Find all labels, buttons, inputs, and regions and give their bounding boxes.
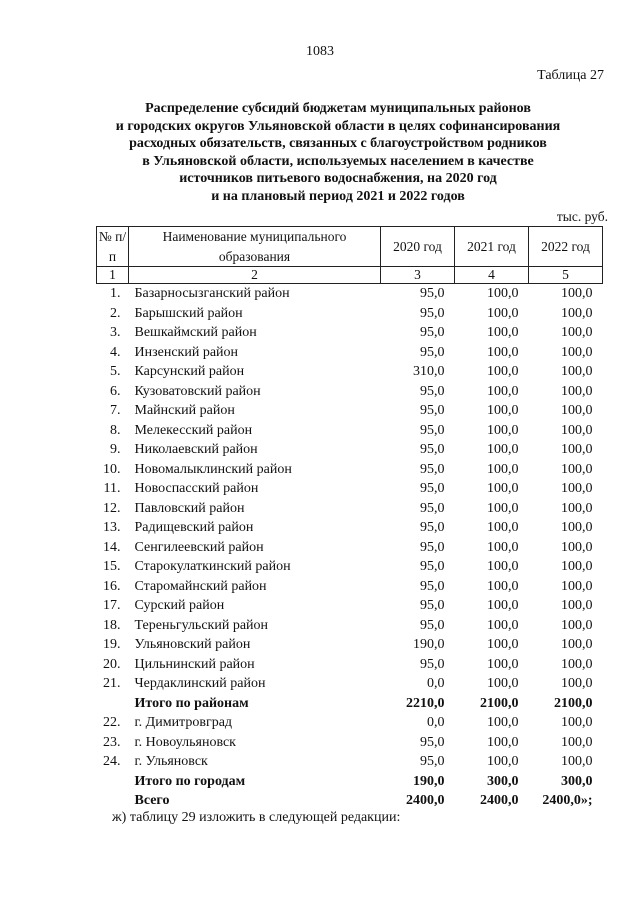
row-value-2022: 100,0	[561, 481, 593, 496]
row-name: Всего	[134, 793, 170, 808]
row-name: Чердаклинский район	[134, 676, 266, 691]
units-label: тыс. руб.	[556, 209, 608, 224]
row-number: 7.	[110, 403, 121, 418]
table-row	[97, 401, 603, 421]
table-row	[97, 518, 603, 538]
row-name: г. Новоульяновск	[134, 734, 236, 750]
row-number: 20.	[103, 656, 121, 672]
row-name: Цильнинский район	[134, 656, 255, 672]
row-value-2021: 100,0	[487, 578, 519, 594]
row-name: Базарносызганский район	[134, 286, 290, 301]
row-number: 8.	[110, 422, 121, 438]
row-value-2021: 100,0	[487, 286, 519, 301]
row-value-2020: 95,0	[420, 325, 445, 340]
table-row	[97, 304, 603, 324]
row-value-2022: 100,0	[561, 676, 593, 691]
row-name: Итого по районам	[134, 695, 249, 711]
row-name: Николаевский район	[134, 442, 258, 457]
table-row	[97, 655, 603, 675]
row-number: 16.	[103, 578, 121, 594]
header-index: 2	[129, 267, 381, 284]
row-value-2022: 100,0	[561, 520, 593, 535]
row-value-2022: 100,0	[561, 286, 593, 301]
row-value-2022: 100,0	[561, 559, 593, 574]
title-line: и городских округов Ульяновской области в целях софинансирования	[115, 118, 561, 134]
row-number: 14.	[103, 539, 121, 555]
title-line: источников питьевого водоснабжения, на 2020 год	[179, 171, 497, 186]
row-number: 22.	[103, 715, 121, 730]
row-value-2020: 95,0	[420, 461, 445, 477]
row-value-2021: 100,0	[487, 500, 519, 516]
row-name: Радищевский район	[134, 520, 254, 535]
table-row	[97, 557, 603, 577]
row-name: Новоспасский район	[134, 481, 259, 496]
row-value-2022: 100,0	[561, 403, 593, 418]
table-row	[97, 616, 603, 636]
row-value-2020: 95,0	[420, 286, 445, 301]
row-value-2020: 95,0	[420, 734, 445, 750]
row-number: 13.	[103, 520, 121, 535]
row-value-2020: 2400,0	[406, 793, 445, 808]
row-number: 18.	[103, 617, 121, 633]
row-value-2021: 300,0	[487, 773, 519, 789]
row-number: 24.	[103, 754, 121, 769]
row-name: Старокулаткинский район	[134, 559, 291, 574]
row-number: 3.	[110, 325, 121, 340]
row-value-2022: 300,0	[561, 773, 593, 789]
table-total-row	[97, 791, 603, 811]
row-value-2020: 95,0	[420, 383, 445, 399]
row-number: 9.	[110, 442, 121, 457]
header-name: Наименование муниципального образования	[129, 227, 381, 267]
table-body	[97, 284, 603, 811]
row-name: Сенгилеевский район	[134, 539, 264, 555]
row-name: Вешкаймский район	[134, 325, 257, 340]
row-value-2022: 100,0	[561, 617, 593, 633]
row-value-2021: 100,0	[487, 344, 519, 360]
footer-note: ж) таблицу 29 изложить в следующей редакции:	[112, 810, 401, 825]
row-value-2022: 100,0	[561, 656, 593, 672]
row-value-2021: 100,0	[487, 305, 519, 321]
row-value-2021: 100,0	[487, 715, 519, 730]
row-value-2022: 100,0	[561, 364, 593, 379]
header-index: 5	[529, 267, 603, 284]
row-name: г. Ульяновск	[134, 754, 208, 769]
table-row	[97, 538, 603, 558]
table-row	[97, 440, 603, 460]
row-value-2021: 100,0	[487, 442, 519, 457]
row-value-2022: 100,0	[561, 305, 593, 321]
row-value-2020: 95,0	[420, 481, 445, 496]
header-index: 4	[455, 267, 529, 284]
table-row	[97, 674, 603, 694]
row-value-2022: 100,0	[561, 754, 593, 769]
row-value-2022: 100,0	[561, 715, 593, 730]
row-number: 2.	[110, 305, 121, 321]
table-row	[97, 343, 603, 363]
row-value-2020: 310,0	[413, 364, 445, 379]
table-total-row	[97, 694, 603, 714]
row-value-2021: 100,0	[487, 656, 519, 672]
row-value-2021: 100,0	[487, 754, 519, 769]
table-row	[97, 323, 603, 343]
row-value-2022: 100,0	[561, 734, 593, 750]
row-name: Инзенский район	[134, 344, 239, 360]
table-row	[97, 499, 603, 519]
header-2021: 2021 год	[455, 227, 529, 267]
row-value-2021: 100,0	[487, 676, 519, 691]
row-value-2022: 100,0	[561, 344, 593, 360]
row-value-2021: 100,0	[487, 539, 519, 555]
row-value-2021: 100,0	[487, 637, 519, 652]
row-name: Майнский район	[134, 403, 235, 418]
row-value-2020: 95,0	[420, 442, 445, 457]
row-value-2020: 95,0	[420, 656, 445, 672]
row-value-2021: 100,0	[487, 325, 519, 340]
table-row	[97, 733, 603, 753]
row-value-2020: 95,0	[420, 539, 445, 555]
subsidies-table	[96, 226, 603, 811]
row-number: 1.	[110, 286, 121, 301]
row-value-2021: 100,0	[487, 559, 519, 574]
row-name: Тереньгульский район	[134, 617, 269, 633]
title-line: расходных обязательств, связанных с благоустройством родников	[129, 136, 547, 151]
table-row	[97, 596, 603, 616]
table-row	[97, 362, 603, 382]
row-number: 11.	[103, 481, 121, 496]
row-name: Павловский район	[134, 500, 245, 516]
row-name: Мелекесский район	[134, 422, 253, 438]
row-value-2020: 95,0	[420, 578, 445, 594]
table-row	[97, 421, 603, 441]
row-value-2020: 0,0	[427, 715, 445, 730]
table-row	[97, 577, 603, 597]
row-value-2020: 95,0	[420, 520, 445, 535]
table-row	[97, 752, 603, 772]
row-value-2022: 100,0	[561, 422, 593, 438]
row-number: 19.	[103, 637, 121, 652]
table-total-row	[97, 772, 603, 792]
row-value-2020: 190,0	[413, 637, 445, 652]
row-number: 17.	[103, 598, 121, 613]
row-value-2021: 100,0	[487, 403, 519, 418]
row-value-2020: 95,0	[420, 617, 445, 633]
row-value-2022: 100,0	[561, 325, 593, 340]
header-index: 1	[97, 267, 129, 284]
row-value-2021: 2100,0	[480, 695, 519, 711]
row-value-2020: 95,0	[420, 422, 445, 438]
row-value-2022: 100,0	[561, 578, 593, 594]
row-value-2022: 100,0	[561, 383, 593, 399]
row-number: 21.	[103, 676, 121, 691]
header-index: 3	[381, 267, 455, 284]
row-name: г. Димитровград	[134, 715, 233, 730]
title-line: Распределение субсидий бюджетам муниципальных районов	[145, 101, 531, 116]
row-value-2022: 2100,0	[554, 695, 593, 711]
row-value-2021: 100,0	[487, 364, 519, 379]
row-value-2022: 100,0	[561, 442, 593, 457]
row-value-2020: 95,0	[420, 754, 445, 769]
row-number: 4.	[110, 344, 121, 360]
header-num: № п/п	[97, 227, 129, 267]
row-value-2022: 100,0	[561, 598, 593, 613]
row-number: 6.	[110, 383, 121, 399]
row-value-2021: 100,0	[487, 481, 519, 496]
table-title	[88, 100, 588, 205]
row-value-2020: 95,0	[420, 559, 445, 574]
table-label: Таблица 27	[537, 68, 604, 83]
row-value-2020: 0,0	[427, 676, 445, 691]
table-row	[97, 635, 603, 655]
row-number: 12.	[103, 500, 121, 516]
row-name: Барышский район	[134, 305, 243, 321]
table-row	[97, 382, 603, 402]
title-line: и на плановый период 2021 и 2022 годов	[211, 188, 465, 204]
row-value-2021: 100,0	[487, 520, 519, 535]
row-value-2020: 95,0	[420, 344, 445, 360]
row-number: 15.	[103, 559, 121, 574]
header-2022: 2022 год	[529, 227, 603, 267]
row-value-2021: 100,0	[487, 422, 519, 438]
row-name: Итого по городам	[134, 773, 246, 789]
row-value-2022: 100,0	[561, 500, 593, 516]
row-value-2020: 95,0	[420, 598, 445, 613]
row-name: Новомалыклинский район	[134, 461, 292, 477]
table-row	[97, 460, 603, 480]
row-value-2021: 100,0	[487, 734, 519, 750]
row-value-2020: 95,0	[420, 500, 445, 516]
row-value-2022: 100,0	[561, 539, 593, 555]
title-line: в Ульяновской области, используемых населением в качестве	[142, 153, 534, 169]
row-value-2021: 100,0	[487, 383, 519, 399]
row-number	[97, 791, 129, 811]
row-value-2020: 2210,0	[406, 695, 445, 711]
table-row	[97, 713, 603, 733]
row-number: 23.	[103, 734, 121, 750]
header-2020: 2020 год	[381, 227, 455, 267]
row-name: Старомайнский район	[134, 578, 267, 594]
row-number: 10.	[103, 461, 121, 477]
row-value-2021: 2400,0	[480, 793, 519, 808]
row-value-2022: 100,0	[561, 637, 593, 652]
row-value-2021: 100,0	[487, 461, 519, 477]
row-value-2020: 95,0	[420, 305, 445, 321]
row-number	[97, 694, 129, 714]
row-value-2022: 100,0	[561, 461, 593, 477]
row-value-2021: 100,0	[487, 617, 519, 633]
row-name: Карсунский район	[134, 364, 245, 379]
row-name: Кузоватовский район	[134, 383, 261, 399]
table-row	[97, 479, 603, 499]
row-value-2022: 2400,0»;	[542, 793, 593, 808]
row-name: Сурский район	[134, 598, 225, 613]
row-value-2021: 100,0	[487, 598, 519, 613]
row-value-2020: 95,0	[420, 403, 445, 418]
row-number	[97, 772, 129, 792]
row-name: Ульяновский район	[134, 637, 251, 652]
page-number: 1083	[306, 44, 334, 59]
row-number: 5.	[110, 364, 121, 379]
row-value-2020: 190,0	[413, 773, 445, 789]
table-row	[97, 284, 603, 304]
